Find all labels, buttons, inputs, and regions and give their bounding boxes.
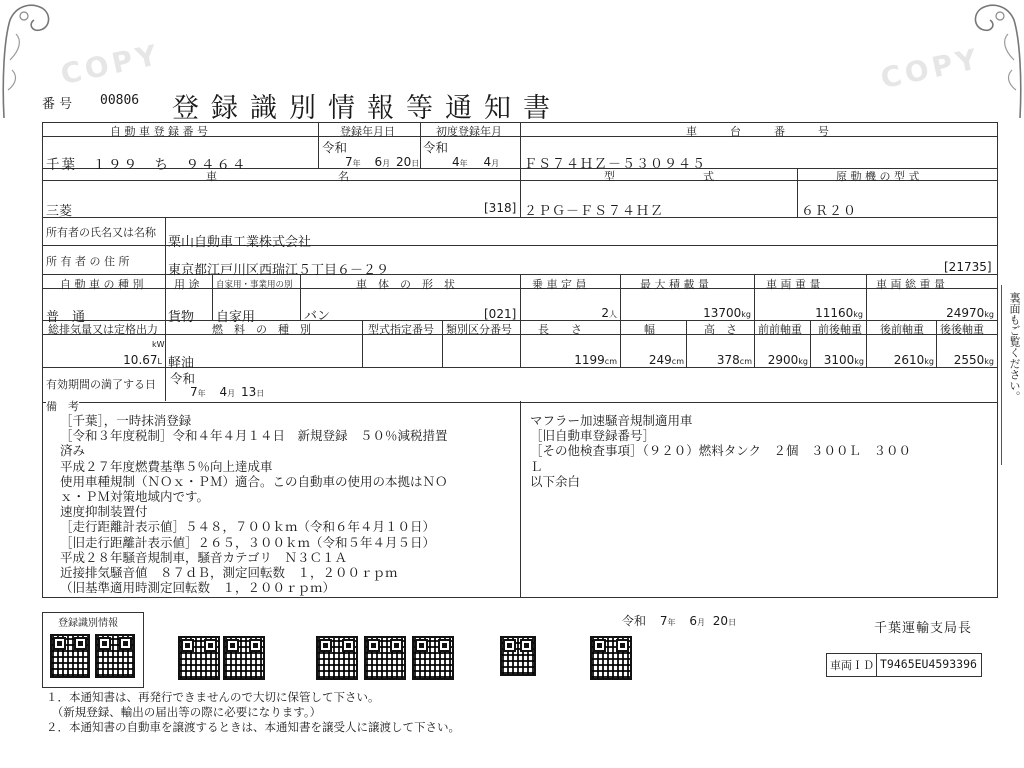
- issuer: 千葉運輸支局長: [874, 621, 973, 636]
- header-length: 長 さ: [538, 323, 582, 336]
- length: 1199: [574, 353, 605, 367]
- width: 249: [648, 353, 672, 367]
- rf-axle: 2610: [893, 353, 925, 367]
- remark-line: ［走行距離計表示値］５４８，７００ｋｍ（令和６年４月１０日）: [60, 519, 436, 535]
- height-value: 378cm: [716, 353, 752, 367]
- ff-axle: 2900: [767, 353, 799, 367]
- header-reg-number: 自 動 車 登 録 番 号: [110, 125, 208, 138]
- remark-line: 近接排気騒音値 ８７ｄＢ，測定回転数 １，２００ｒｐｍ: [60, 565, 398, 581]
- max-load: 13700: [703, 306, 742, 320]
- max-load-value: 13700kg: [703, 306, 751, 320]
- header-reg-date: 登録年月日: [340, 125, 395, 138]
- type-code: [318]: [484, 201, 517, 215]
- page-title: 登録識別情報等通知書: [172, 93, 562, 124]
- remark-line: ［令和３年度税制］令和４年４月１４日 新規登録 ５０％減税措置: [60, 428, 448, 444]
- header-rf-axle: 後前軸重: [880, 323, 924, 336]
- expiry-day: 13: [240, 385, 257, 399]
- rr-axle: 2550: [953, 353, 985, 367]
- qr-label: 登録識別情報: [58, 618, 118, 629]
- remark-line: ［旧自動車登録番号］: [530, 428, 656, 444]
- issue-era: 令和: [622, 614, 647, 628]
- fuel: 軽油: [168, 356, 195, 371]
- capacity-value: 2人: [601, 306, 617, 320]
- reg-number: 千葉 １９９ ち ９４６４: [46, 157, 248, 173]
- remark-line: 速度抑制装置付: [60, 504, 148, 520]
- header-kind: 自 動 車 の 種 別: [60, 278, 144, 291]
- qr-code: [50, 634, 90, 678]
- issue-day: 20: [712, 614, 729, 628]
- watermark: COPY: [57, 37, 164, 92]
- displacement: 10.67: [123, 353, 158, 367]
- issue-date: 令和 7年 6月 20日: [622, 614, 737, 628]
- owner-name: 栗山自動車工業株式会社: [168, 235, 312, 250]
- remark-line: Ｌ: [530, 458, 543, 474]
- gross-weight: 24970: [946, 306, 985, 320]
- note-line: （新規登録、輸出の届出等の際に必要になります。）: [46, 705, 322, 719]
- first-reg-year: 4: [452, 155, 460, 169]
- remark-line: 以下余白: [530, 473, 581, 489]
- header-type-designation: 型式指定番号: [368, 323, 434, 336]
- reg-year: 7: [345, 155, 353, 169]
- rf-axle-value: 2610kg: [893, 353, 934, 367]
- width-value: 249cm: [648, 353, 684, 367]
- header-engine: 原 動 機 の 型 式: [836, 170, 920, 183]
- note-line: １．本通知書は、再発行できませんので大切に保管して下さい。: [46, 690, 380, 704]
- note-line: ２．本通知書の自動車を譲渡するときは、本通知書を譲受人に譲渡して下さい。: [46, 720, 460, 734]
- remark-line: 平成２８年騒音規制車，騒音カテゴリ Ｎ３Ｃ１Ａ: [60, 549, 348, 565]
- gross-weight-value: 24970kg: [946, 306, 994, 320]
- expiry-era: 令和: [170, 371, 196, 386]
- ff-axle-value: 2900kg: [767, 353, 808, 367]
- remarks-left: [60, 413, 448, 595]
- header-chassis: 車 台 番 号: [686, 125, 829, 138]
- header-body-shape: 車 体 の 形 状: [356, 278, 455, 291]
- header-fuel: 燃 料 の 種 別: [212, 323, 311, 336]
- side-divider: [1001, 285, 1002, 465]
- header-height: 高 さ: [704, 323, 737, 336]
- header-max-load: 最 大 積 載 量: [640, 278, 709, 291]
- qr-code: [95, 634, 135, 678]
- first-reg-era: 令和: [423, 140, 449, 155]
- remark-line: ｘ・ＰＭ対策地域内です。: [60, 489, 210, 505]
- side-note: 裏面もご覧ください。: [1008, 292, 1021, 402]
- issue-month: 6: [689, 614, 697, 628]
- fr-axle: 3100: [823, 353, 855, 367]
- remark-line: マフラー加速騒音規制適用車: [530, 413, 693, 428]
- issue-year: 7: [659, 614, 668, 628]
- business: 自家用: [216, 310, 256, 325]
- watermark-right: COPY: [877, 41, 984, 96]
- owner-address: 東京都江戸川区西瑞江５丁目６－２９: [168, 263, 390, 278]
- reg-day: 20: [395, 155, 412, 169]
- expiry-year: 7: [190, 385, 198, 399]
- header-fr-axle: 前後軸重: [818, 323, 862, 336]
- qr-code: [178, 636, 220, 680]
- maker: 三菱: [46, 204, 73, 219]
- qr-code: [316, 636, 358, 680]
- header-weight: 車 両 重 量: [766, 278, 821, 291]
- header-first-reg: 初度登録年月: [436, 125, 502, 138]
- kw-unit: kW: [152, 340, 165, 349]
- weight-value: 11160kg: [815, 306, 863, 320]
- fr-axle-value: 3100kg: [823, 353, 864, 367]
- remark-line: ［千葉］，一時抹消登録: [60, 413, 192, 428]
- model: ２ＰＧ－ＦＳ７４ＨＺ: [524, 204, 665, 219]
- remark-line: 平成２７年度燃費基準５％向上達成車: [60, 458, 273, 474]
- expiry-value: 7年 4月 13日: [190, 385, 265, 399]
- header-gross-weight: 車 両 総 重 量: [876, 278, 945, 291]
- vehicle-id: T9465EU4593396: [880, 657, 977, 671]
- rr-axle-value: 2550kg: [953, 353, 994, 367]
- capacity: 2: [601, 306, 609, 320]
- chassis-number: ＦＳ７４ＨＺ－５３０９４５: [524, 157, 707, 172]
- header-business: 自家用・事業用の別: [216, 280, 293, 290]
- height: 378: [716, 353, 740, 367]
- qr-code: [223, 636, 265, 680]
- vehicle-id-label: 車両ＩＤ: [830, 659, 874, 672]
- length-value: 1199cm: [574, 353, 617, 367]
- kind: 普 通: [46, 310, 86, 325]
- header-ff-axle: 前前軸重: [758, 323, 802, 336]
- engine-model: ６Ｒ２０: [801, 204, 858, 219]
- header-rr-axle: 後後軸重: [940, 323, 984, 336]
- reg-date-value: 7年 6月 20日: [345, 155, 420, 169]
- remark-line: ［その他検査事項］（９２０）燃料タンク ２個 ３００Ｌ ３００: [530, 443, 912, 459]
- header-owner-name: 所有者の氏名又は名称: [46, 226, 156, 239]
- remark-line: 済み: [60, 443, 86, 459]
- header-use: 用 途: [174, 278, 200, 291]
- header-remarks: 備 考: [46, 400, 79, 413]
- header-name: 車 名: [206, 170, 349, 183]
- reg-era: 令和: [322, 140, 348, 155]
- use: 貨物: [168, 310, 195, 325]
- remark-line: （旧基準適用時測定回転数 １，２００ｒｐｍ）: [60, 580, 336, 596]
- weight: 11160: [815, 306, 854, 320]
- doc-number-label: 番 号: [42, 97, 73, 112]
- header-width: 幅: [644, 323, 655, 336]
- expiry-month: 4: [219, 385, 228, 399]
- remark-line: 使用車種規制（ＮＯｘ・ＰＭ）適合。この自動車の使用の本拠はＮＯ: [60, 473, 448, 489]
- first-reg-month: 4: [483, 155, 492, 169]
- remark-line: ［旧走行距離計表示値］２６５，３００ｋｍ（令和５年４月５日）: [60, 534, 436, 550]
- remarks-right: [530, 413, 911, 489]
- header-type: 型 式: [604, 170, 714, 183]
- body-shape: バン: [304, 309, 331, 324]
- header-owner-address: 所 有 者 の 住 所: [46, 255, 130, 268]
- header-expiry: 有効期間の満了する日: [46, 378, 156, 391]
- qr-code: [364, 636, 406, 680]
- displacement-value: 10.67L: [123, 353, 162, 367]
- address-code: [21735]: [944, 260, 992, 274]
- footer-notes: [46, 690, 460, 735]
- qr-code: [590, 636, 632, 680]
- doc-number: 00806: [100, 93, 140, 108]
- reg-month: 6: [374, 155, 383, 169]
- header-displacement: 総排気量又は定格出力: [48, 323, 158, 336]
- body-code: [021]: [484, 307, 517, 321]
- header-capacity: 乗 車 定 員: [532, 278, 587, 291]
- header-category: 類別区分番号: [446, 323, 512, 336]
- qr-code: [412, 636, 454, 680]
- qr-code: [500, 636, 536, 676]
- first-reg-value: 4年 4月: [452, 155, 500, 169]
